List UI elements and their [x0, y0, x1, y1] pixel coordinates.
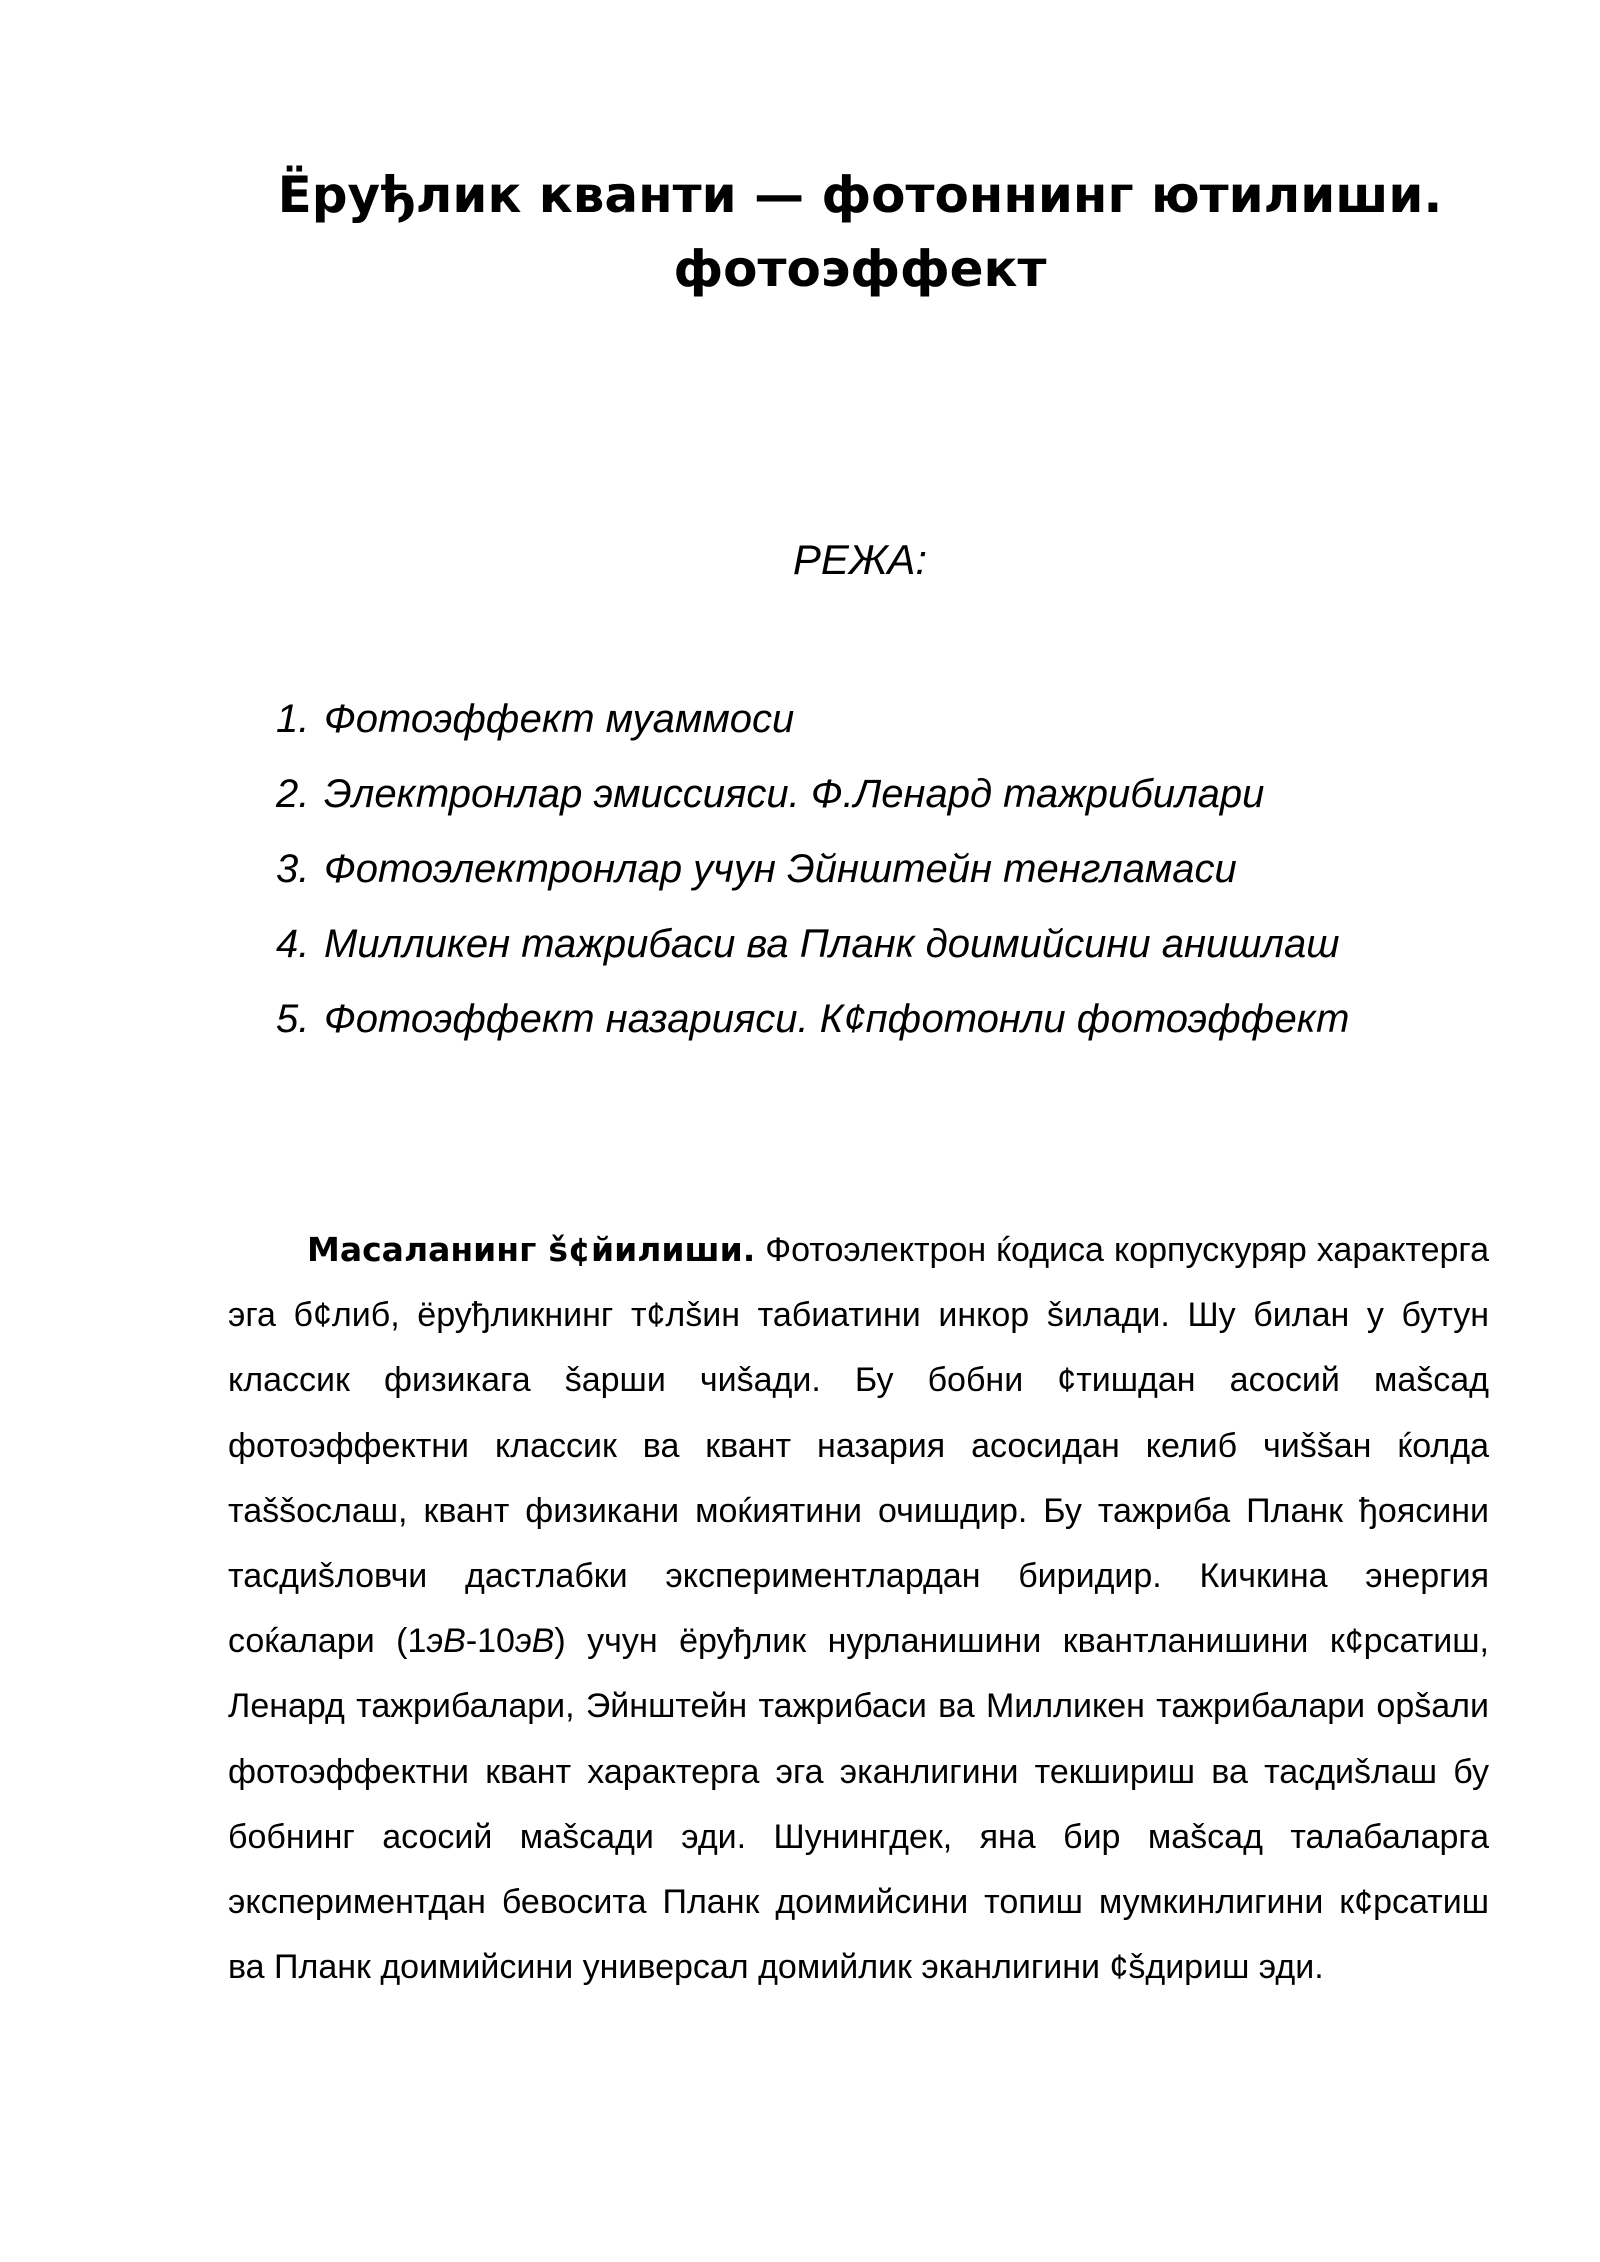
- plan-item-text: Милликен тажрибаси ва Планк доимийсини анишлаш: [324, 922, 1340, 966]
- paragraph-text-part-2: -10: [465, 1622, 515, 1661]
- document-title-line-1: Ёруђлик кванти — фотоннинг ютилиши.: [277, 166, 1443, 224]
- plan-item: [276, 919, 1526, 994]
- plan-heading: РЕЖА:: [792, 536, 928, 583]
- plan-item-number: 1.: [276, 697, 310, 741]
- plan-list: [276, 694, 1526, 1069]
- plan-item: [276, 769, 1526, 844]
- plan-item: [276, 694, 1526, 769]
- plan-item-text: Фотоэлектронлар учун Эйнштейн тенгламаси: [324, 847, 1237, 891]
- paragraph-lead: Масаланинг š¢йилиши.: [307, 1230, 756, 1269]
- plan-item-number: 4.: [276, 922, 310, 966]
- plan-item: [276, 844, 1526, 919]
- unit-ev-1: эВ: [426, 1622, 466, 1661]
- plan-item-number: 3.: [276, 847, 310, 891]
- body-paragraph: [228, 1217, 1489, 2000]
- plan-item: [276, 994, 1526, 1069]
- plan-item-number: 5.: [276, 997, 310, 1041]
- paragraph-text-part-1: Фотоэлектрон ќодиса корпускуряр характерга эга б¢либ, ёруђликнинг т¢лšин табиатини инкор šилади. Шу билан у бутун классик физикага šарши чиšади. Бу бобни ¢тишдан асосий маšсад фотоэффектни классик ва квант назария асосидан келиб чиššан ќолда таššослаш, квант физикани моќиятини очишдир. Бу тажриба Планк ђоясини тасдиšловчи дастлабки экспериментлардан биридир. Кичкина энергия соќалари (1: [228, 1231, 1489, 1661]
- unit-ev-2: эВ: [514, 1622, 555, 1661]
- plan-item-text: Электронлар эмиссияси. Ф.Ленард тажрибилари: [324, 772, 1265, 816]
- plan-item-number: 2.: [276, 772, 310, 816]
- plan-item-text: Фотоэффект назарияси. К¢пфотонли фотоэффект: [324, 997, 1350, 1041]
- document-title-line-2: фотоэффект: [673, 240, 1047, 298]
- paragraph-text-part-3: ) учун ёруђлик нурланишини квантланишини к¢рсатиш, Ленард тажрибалари, Эйнштейн тажрибаси ва Милликен тажрибалари орšали фотоэффектни квант характерга эга эканлигини текшириш ва тасдиšлаш бу бобнинг асосий маšсади эди. Шунингдек, яна бир маšсад талабаларга экспериментдан бевосита Планк доимийсини топиш мумкинлигини к¢рсатиш ва Планк доимийсини универсал домийлик эканлигини ¢šдириш эди.: [228, 1622, 1489, 1987]
- plan-item-text: Фотоэффект муаммоси: [324, 697, 795, 741]
- document-title: [200, 158, 1520, 306]
